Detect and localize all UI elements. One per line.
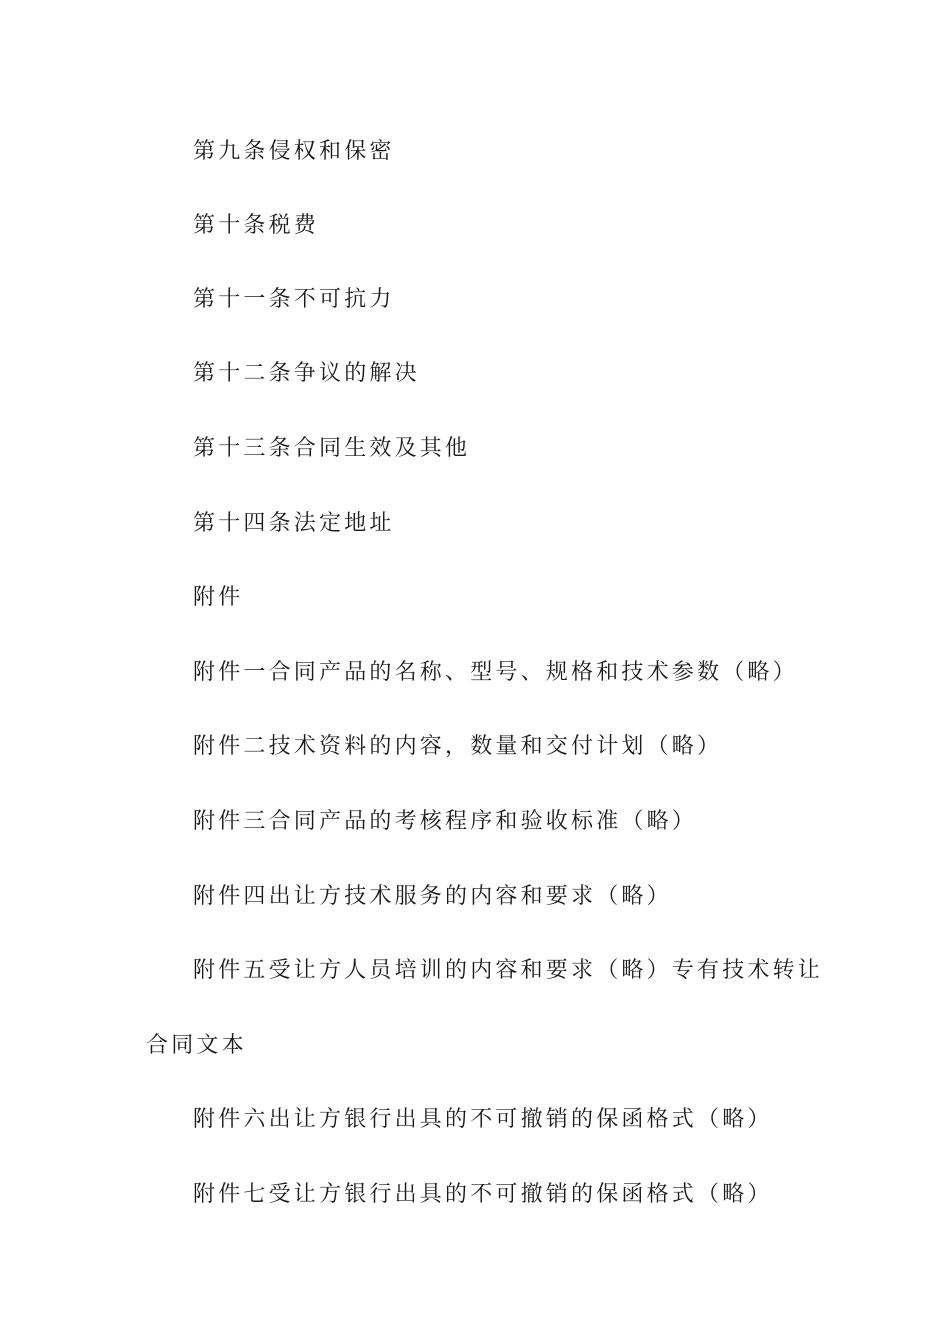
- article-13-heading: 第十三条合同生效及其他: [193, 436, 471, 461]
- article-14-heading: 第十四条法定地址: [193, 511, 395, 536]
- appendix-1-line: 附件一合同产品的名称、型号、规格和技术参数（略）: [193, 660, 798, 685]
- appendix-2-line: 附件二技术资料的内容，数量和交付计划（略）: [193, 734, 723, 759]
- appendix-6-line: 附件六出让方银行出具的不可撤销的保函格式（略）: [193, 1107, 773, 1132]
- article-10-heading: 第十条税费: [193, 213, 320, 238]
- appendix-3-line: 附件三合同产品的考核程序和验收标准（略）: [193, 809, 698, 834]
- appendix-7-line: 附件七受让方银行出具的不可撤销的保函格式（略）: [193, 1182, 773, 1207]
- appendix-4-line: 附件四出让方技术服务的内容和要求（略）: [193, 884, 672, 909]
- article-9-heading: 第九条侵权和保密: [193, 139, 395, 164]
- appendix-5-line: 附件五受让方人员培训的内容和要求（略）专有技术转让: [193, 958, 824, 983]
- appendix-heading: 附件: [193, 585, 244, 610]
- article-11-heading: 第十一条不可抗力: [193, 287, 395, 312]
- article-12-heading: 第十二条争议的解决: [193, 361, 420, 386]
- appendix-5-continuation: 合同文本: [146, 1033, 247, 1058]
